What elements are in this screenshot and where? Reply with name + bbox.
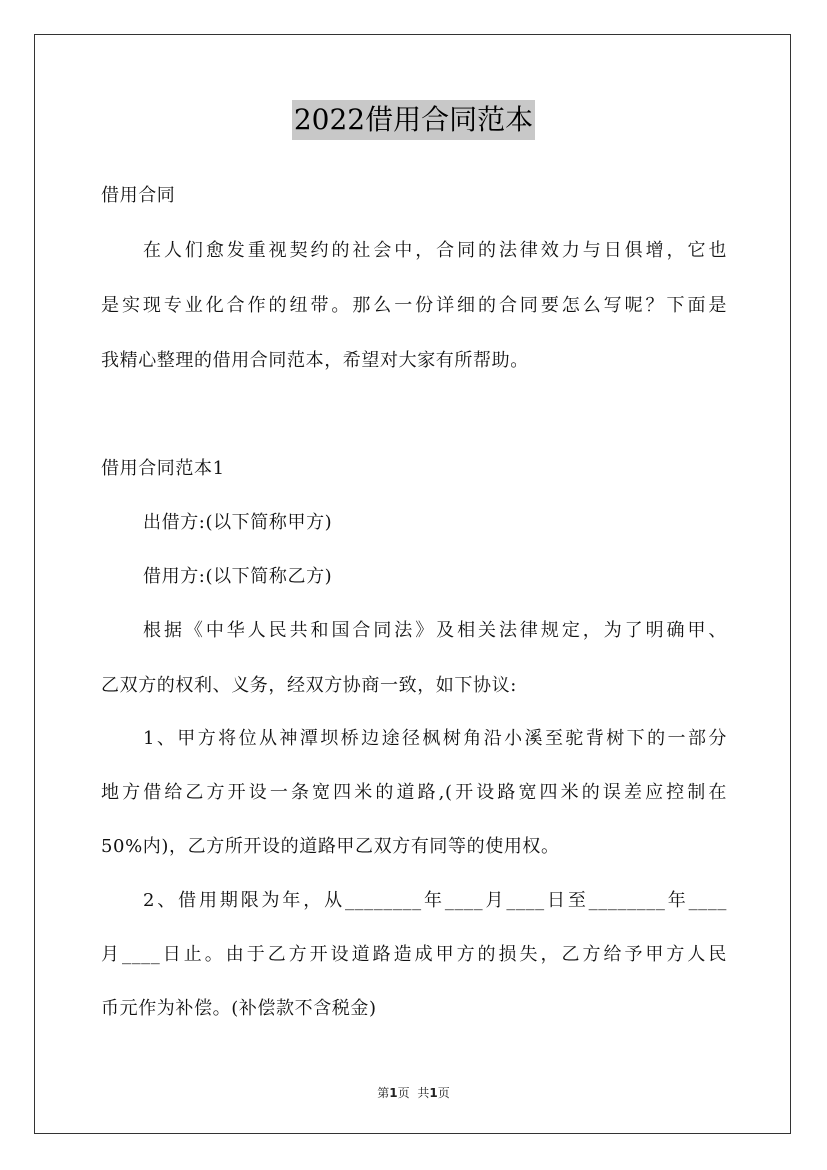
basis-line-1: 根据《中华人民共和国合同法》及相关法律规定，为了明确甲、 (143, 620, 727, 641)
footer-page-number: 1 (389, 1086, 398, 1100)
borrower-line: 借用方:(以下简称乙方) (143, 566, 333, 587)
intro-heading: 借用合同 (101, 185, 176, 206)
clause1-line-1: 1、甲方将位从神潭坝桥边途径枫树角沿小溪至驼背树下的一部分 (143, 728, 727, 749)
clause1-line-3: 50%内)，乙方所开设的道路甲乙双方有同等的使用权。 (101, 836, 560, 857)
clause2-line-3: 币元作为补偿。(补偿款不含税金) (101, 998, 377, 1019)
clause1-line-2: 地方借给乙方开设一条宽四米的道路,(开设路宽四米的误差应控制在 (101, 782, 727, 803)
clause2-line-1: 2、借用期限为年，从________年____月____日至________年____ (143, 890, 727, 911)
clause2-line-2: 月____日止。由于乙方开设道路造成甲方的损失，乙方给予甲方人民 (101, 944, 727, 965)
section-heading: 借用合同范本1 (101, 458, 225, 479)
lender-line: 出借方:(以下简称甲方) (143, 512, 333, 533)
basis-line-2: 乙双方的权利、义务，经双方协商一致，如下协议: (101, 675, 517, 696)
intro-line-2: 是实现专业化合作的纽带。那么一份详细的合同要怎么写呢？下面是 (101, 295, 727, 316)
footer-total-prefix: 共 (417, 1086, 430, 1100)
title-container (0, 100, 827, 140)
intro-line-1: 在人们愈发重视契约的社会中，合同的法律效力与日俱增，它也 (143, 240, 727, 261)
intro-line-3: 我精心整理的借用合同范本，希望对大家有所帮助。 (101, 350, 529, 371)
footer-page-prefix: 第 (377, 1086, 390, 1100)
document-title: 2022借用合同范本 (292, 100, 535, 140)
page-footer (0, 1084, 827, 1101)
footer-page-suffix: 页 (397, 1086, 410, 1100)
footer-total-number: 1 (429, 1086, 438, 1100)
footer-total-suffix: 页 (437, 1086, 450, 1100)
